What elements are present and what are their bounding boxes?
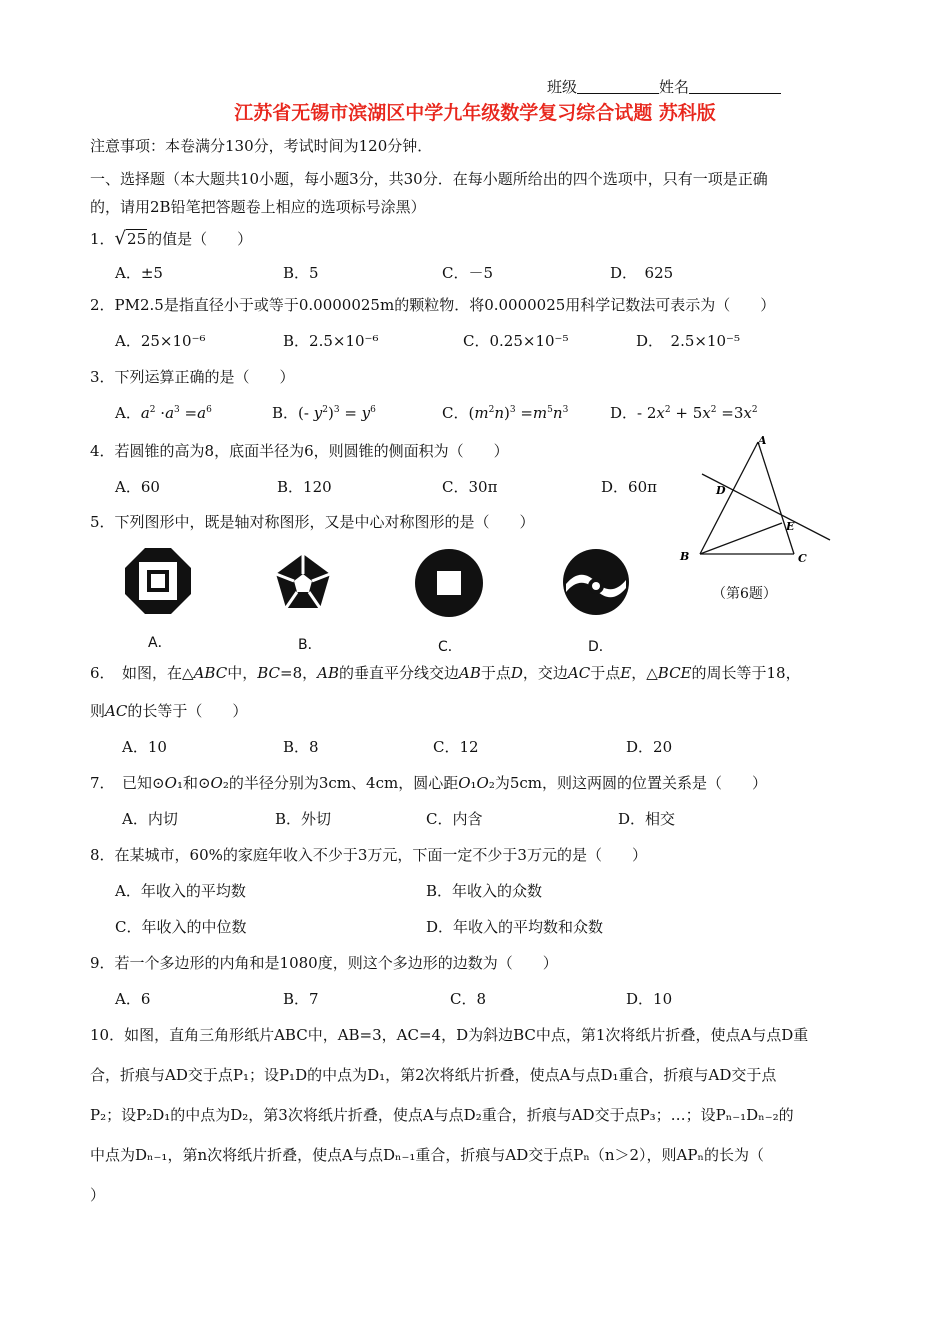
question-10-line2: 合，折痕与AD交于点P₁；设P₁D的中点为D₁，第2次将纸片折叠，使点A与点D₁重合，折痕与AD交于点	[90, 1066, 777, 1084]
section1-line2: 的，请用2B铅笔把答题卷上相应的选项标号涂黑）	[90, 198, 426, 216]
point-e-label: E	[786, 520, 795, 533]
coin-square-hole-icon[interactable]	[414, 548, 484, 618]
q2-option-c[interactable]: C．0.25×10⁻⁵	[463, 332, 569, 350]
page-title: 江苏省无锡市滨湖区中学九年级数学复习综合试题 苏科版	[234, 102, 716, 124]
q1-option-d[interactable]: D． 625	[610, 264, 674, 282]
point-b-label: B	[680, 550, 690, 563]
q7-option-a[interactable]: A．内切	[122, 810, 178, 828]
q5-label-a: A．	[148, 635, 172, 651]
question-2: 2．PM2.5是指直径小于或等于0.0000025m的颗粒物．将0.0000025用科学记数法可表示为（ ）	[90, 296, 776, 314]
question-9: 9．若一个多边形的内角和是1080度，则这个多边形的边数为（ ）	[90, 954, 558, 972]
q8-option-a[interactable]: A．年收入的平均数	[115, 882, 246, 900]
q2-option-b[interactable]: B．2.5×10⁻⁶	[283, 332, 379, 350]
q2-option-d[interactable]: D． 2.5×10⁻⁵	[636, 332, 740, 350]
q2-option-a[interactable]: A．25×10⁻⁶	[115, 332, 206, 350]
q1-text: 的值是（ ）	[147, 230, 253, 248]
question-10-line1: 10．如图，直角三角形纸片ABC中，AB=3，AC=4，D为斜边BC中点，第1次将纸片折叠，使点A与点D重	[90, 1026, 809, 1044]
question-7: 7． 已知⊙O₁和⊙O₂的半径分别为3cm、4cm，圆心距O₁O₂为5cm，则这两圆的位置关系是（ ）	[90, 774, 768, 792]
pentagon-flower-symbol-icon[interactable]	[272, 552, 334, 614]
notice: 注意事项：本卷满分130分，考试时间为120分钟．	[90, 137, 433, 155]
q3-option-b[interactable]: B．(- $y^2)^3 = y^6$	[272, 404, 376, 422]
q4-option-d[interactable]: D．60π	[601, 478, 657, 496]
point-c-label: C	[798, 552, 807, 565]
q8-option-b[interactable]: B．年收入的众数	[426, 882, 543, 900]
q9-option-d[interactable]: D．10	[626, 990, 673, 1008]
q4-option-a[interactable]: A．60	[115, 478, 160, 496]
q6-option-d[interactable]: D．20	[626, 738, 673, 756]
q1-number: 1．	[90, 230, 115, 248]
triangle-figure	[672, 430, 832, 580]
question-5: 5．下列图形中，既是轴对称图形，又是中心对称图形的是（ ）	[90, 513, 535, 531]
q3-option-a[interactable]: A．$a^2 \cdot a^3 =a^6$	[115, 404, 212, 422]
name-label: 姓名	[659, 78, 690, 96]
question-10-line5: ）	[90, 1186, 106, 1204]
q7-option-d[interactable]: D．相交	[618, 810, 676, 828]
q7-option-b[interactable]: B．外切	[275, 810, 332, 828]
question-1	[90, 228, 252, 249]
figure6-caption: （第6题）	[712, 586, 777, 602]
question-6-line2: 则AC的长等于（ ）	[90, 702, 248, 720]
class-blank[interactable]	[577, 78, 659, 94]
question-3: 3．下列运算正确的是（ ）	[90, 368, 295, 386]
q6-option-a[interactable]: A．10	[122, 738, 167, 756]
octagon-square-symbol-icon[interactable]	[125, 548, 191, 614]
q5-label-d: D．	[588, 639, 613, 655]
q5-label-b: B．	[298, 637, 322, 653]
question-6-line1: 6． 如图，在△ABC中，BC=8，AB的垂直平分线交边AB于点D，交边AC于点E，△BCE的周长等于18，	[90, 664, 801, 682]
wave-circle-symbol-icon[interactable]	[562, 548, 630, 616]
q1-option-a[interactable]: A．±5	[115, 264, 163, 282]
section1-line1: 一、选择题（本大题共10小题，每小题3分，共30分．在每小题所给出的四个选项中，只有一项是正确	[90, 170, 768, 188]
q9-option-c[interactable]: C．8	[450, 990, 487, 1008]
name-blank[interactable]	[689, 78, 781, 94]
q1-option-c[interactable]: C．－5	[442, 264, 494, 282]
sqrt-symbol: √	[114, 228, 127, 249]
q6-option-b[interactable]: B．8	[283, 738, 319, 756]
q7-option-c[interactable]: C．内含	[426, 810, 483, 828]
question-8: 8．在某城市，60%的家庭年收入不少于3万元，下面一定不少于3万元的是（ ）	[90, 846, 647, 864]
q4-option-c[interactable]: C．30π	[442, 478, 498, 496]
q1-radicand: 25	[127, 230, 147, 248]
question-10-line4: 中点为Dₙ₋₁，第n次将纸片折叠，使点A与点Dₙ₋₁重合，折痕与AD交于点Pₙ（n＞2），则APₙ的长为（	[90, 1146, 764, 1164]
q8-option-d[interactable]: D．年收入的平均数和众数	[426, 918, 604, 936]
q3-option-c[interactable]: C．$(m^2n)^3 =m^5n^3$	[442, 404, 569, 422]
q4-option-b[interactable]: B．120	[277, 478, 332, 496]
q6-option-c[interactable]: C．12	[433, 738, 479, 756]
q8-option-c[interactable]: C．年收入的中位数	[115, 918, 247, 936]
point-d-label: D	[716, 484, 726, 497]
q3-option-d[interactable]: D．- $2x^2 + 5x^2 =3x^2$	[610, 404, 758, 422]
q5-label-c: C．	[438, 639, 462, 655]
q9-option-b[interactable]: B．7	[283, 990, 319, 1008]
question-10-line3: P₂；设P₂D₁的中点为D₂，第3次将纸片折叠，使点A与点D₂重合，折痕与AD交于点P₃；…；设Pₙ₋₁Dₙ₋₂的	[90, 1106, 794, 1124]
point-a-label: A	[758, 434, 767, 447]
question-4: 4．若圆锥的高为8，底面半径为6，则圆锥的侧面积为（ ）	[90, 442, 509, 460]
q9-option-a[interactable]: A．6	[115, 990, 151, 1008]
student-info	[547, 76, 781, 97]
q1-option-b[interactable]: B．5	[283, 264, 319, 282]
class-label: 班级	[547, 78, 578, 96]
